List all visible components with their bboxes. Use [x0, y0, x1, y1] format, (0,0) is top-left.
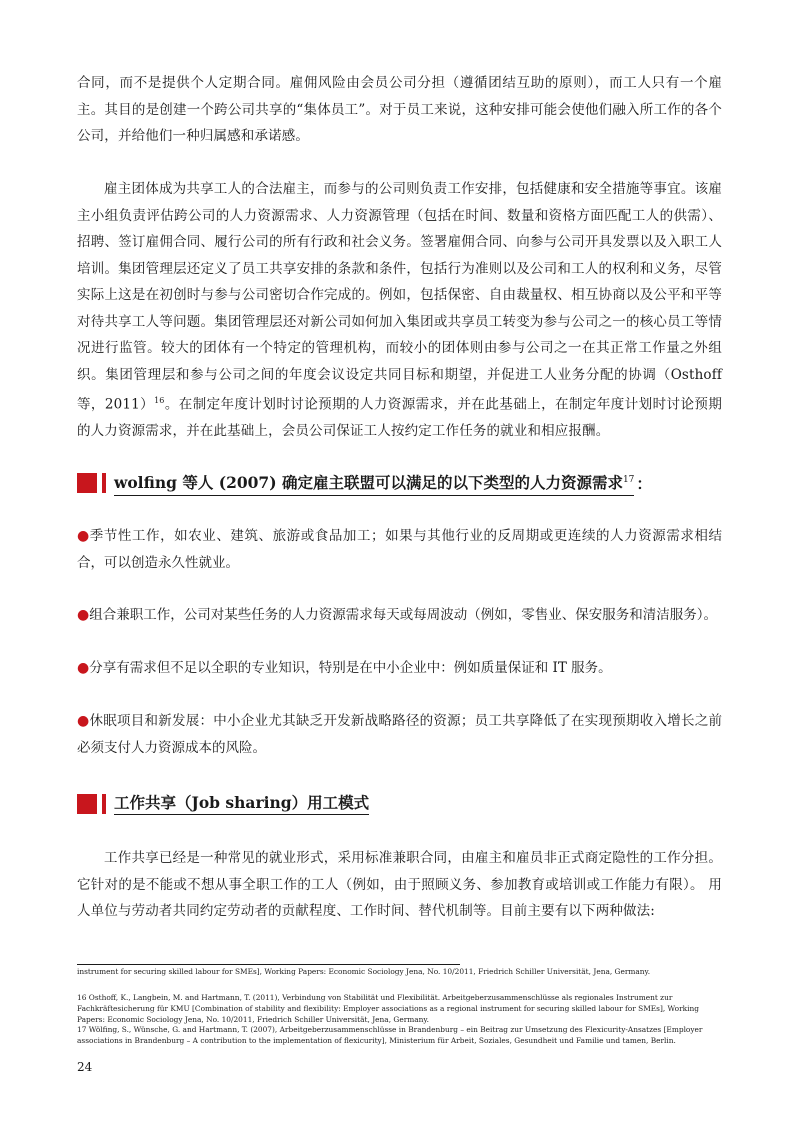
bullet-item-dormant-projects — [77, 708, 722, 761]
heading-marker-bar — [102, 473, 106, 493]
paragraph-intro-continued: 合同，而不是提供个人定期合同。雇佣风险由会员公司分担（遵循团结互助的原则），而工人只有一个雇主。其目的是创建一个跨公司共享的“集体员工”。对于员工来说，这种安排可能会使他们融入所工作的各个公司，并给他们一种归属感和承诺感。 — [77, 75, 722, 144]
bullet-item-seasonal — [77, 523, 722, 576]
bullet-dot-icon: ● — [77, 607, 90, 623]
bullet-dot-icon: ● — [77, 713, 90, 729]
heading-title-text: wolfing 等人 (2007) 确定雇主联盟可以满足的以下类型的人力资源需求 — [114, 473, 623, 493]
paragraph-employer-group-tail: 。在制定年度计划时讨论预期的人力资源需求，并在此基础上，在制定年度计划时讨论预期的人力资源需求，并在此基础上，会员公司保证工人按约定工作任务的就业和相应报酬。 — [77, 396, 722, 439]
bullet-dot-icon: ● — [77, 528, 90, 544]
footnote-divider — [77, 964, 460, 965]
paragraph-employer-group — [77, 176, 722, 445]
bullet-dot-icon: ● — [77, 660, 90, 676]
heading-title — [114, 470, 634, 495]
bullet-text: 分享有需求但不足以全职的专业知识，特别是在中小企业中：例如质量保证和 IT 服务。 — [89, 660, 612, 676]
paragraph-job-sharing: 工作共享已经是一种常见的就业形式，采用标准兼职合同，由雇主和雇员非正式商定隐性的工作分担。它针对的是不能或不想从事全职工作的工人（例如，由于照顾义务、参加教育或培训或工作能力有限）。 用人单位与劳动者共同约定劳动者的贡献程度、工作时间、替代机制等。目前主要有以下两种做法: — [77, 850, 722, 919]
bullet-item-part-time — [77, 602, 722, 629]
section-heading-job-sharing — [77, 792, 369, 816]
bullet-item-expertise — [77, 655, 722, 682]
heading-marker-block — [77, 473, 97, 493]
footnote-ref-16[interactable]: 16 — [154, 396, 165, 405]
footnote-continued: instrument for securing skilled labour for SMEs], Working Papers: Economic Sociology Jena, No. 10/2011, Friedrich Schiller Universität, Jena, Germany. — [77, 967, 651, 976]
footnote-ref-17[interactable]: 17 — [622, 475, 635, 486]
section-heading-hr-needs — [77, 471, 652, 495]
page-number: 24 — [77, 1060, 93, 1074]
footnote-17: 17 Wölfing, S., Wünsche, G. and Hartmann, T. (2007), Arbeitgeberzusammenschlüsse in Brandenburg – ein Beitrag zur Umsetzung des Flexicurity-Ansatzes [Employer associations in Brandenburg – A contribution to the implementation of flexicurity], Ministerium für Arbeit, Soziales, Gesundheit und Familie und tamen, Berlin. — [77, 1025, 703, 1045]
bullet-text: 组合兼职工作，公司对某些任务的人力资源需求每天或每周波动（例如，零售业、保安服务和清洁服务）。 — [89, 607, 717, 623]
bullet-text: 季节性工作，如农业、建筑、旅游或食品加工；如果与其他行业的反周期或更连续的人力资源需求相结合，可以创造永久性就业。 — [77, 528, 722, 571]
footnote-16: 16 Osthoff, K., Langbein, M. and Hartmann, T. (2011), Verbindung von Stabilität und Flexibilität. Arbeitgeberzusammenschlüsse als regionales Instrument zur Fachkräftesicherung für KMU [Combination of stability and flexibility: Employer associations as a regional instrument for securing skilled labour for SMEs], Working Papers: Economic Sociology Jena, No. 10/2011, Friedrich Schiller Universität, Jena, Germany. — [77, 993, 699, 1024]
paragraph-employer-group-text: 雇主团体成为共享工人的合法雇主，而参与的公司则负责工作安排，包括健康和安全措施等事宜。该雇主小组负责评估跨公司的人力资源需求、人力资源管理（包括在时间、数量和资格方面匹配工人的供需）、招聘、签订雇佣合同、履行公司的所有行政和社会义务。签署雇佣合同、向参与公司开具发票以及入职工人培训。集团管理层还定义了员工共享安排的条款和条件，包括行为准则以及公司和工人的权利和义务，尽管实际上这是在初创时与参与公司密切合作完成的。例如，包括保密、自由裁量权、相互协商以及公平和平等对待共享工人等问题。集团管理层还对新公司如何加入集团或共享员工转变为参与公司之一的核心员工等情况进行监管。较大的团体有一个特定的管理机构，而较小的团体则由参与公司之一在其正常工作量之外组织。集团管理层和参与公司之间的年度会议设定共同目标和期望，并促进工人业务分配的协调（Osthoff 等，2011） — [77, 181, 722, 413]
heading-title: 工作共享（Job sharing）用工模式 — [114, 793, 369, 815]
heading-marker-block — [77, 794, 97, 814]
heading-marker-bar — [102, 794, 106, 814]
heading-colon: ： — [636, 474, 652, 493]
bullet-text: 休眠项目和新发展：中小企业尤其缺乏开发新战略路径的资源；员工共享降低了在实现预期收入增长之前必须支付人力资源成本的风险。 — [77, 713, 723, 756]
